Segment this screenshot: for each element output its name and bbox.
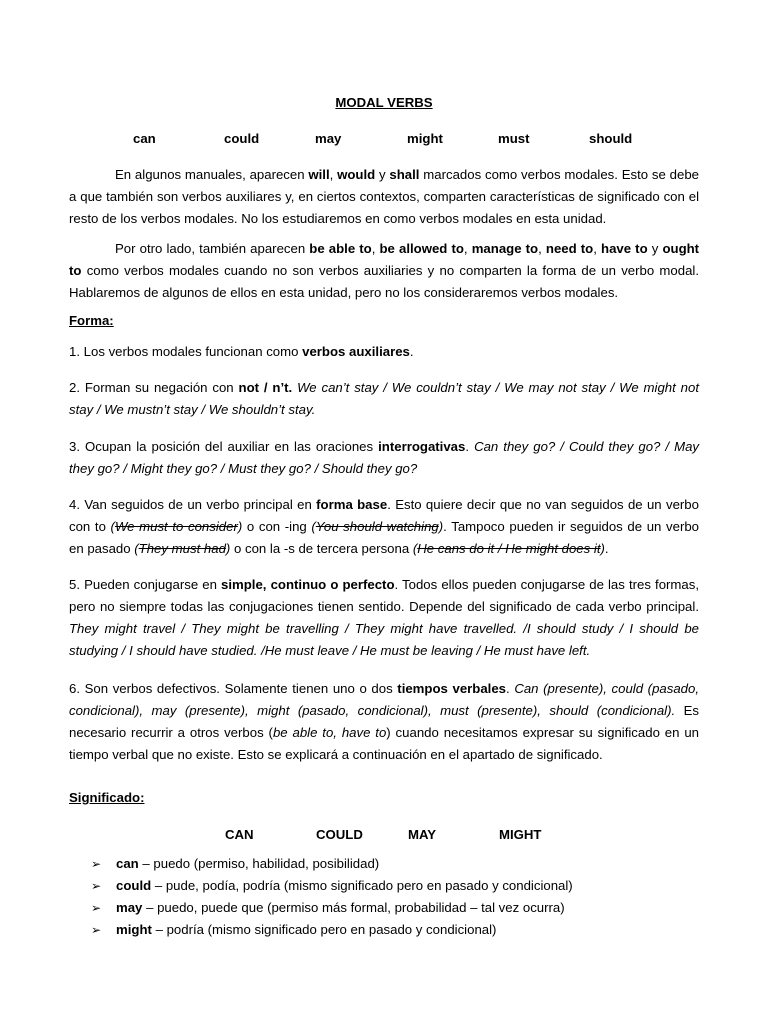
significado-columns <box>69 827 699 845</box>
column-might: MIGHT <box>499 827 542 842</box>
text-run: ( <box>134 541 139 556</box>
text-run: Can (presente), could (pasado, condicional), may (presente), might (pasado, condicional), must (presente), should (condicional). <box>69 681 699 718</box>
modal-verb-could: could <box>224 131 260 146</box>
bullet-term: might <box>116 922 152 937</box>
text-run: They must had <box>138 541 226 556</box>
text-run: o con -ing <box>242 519 312 534</box>
text-run: be able to, have to <box>272 725 387 740</box>
intro-paragraph-1 <box>69 164 699 230</box>
text-run: 4. Van seguidos de un verbo principal en <box>69 497 317 512</box>
text-run: forma base <box>316 497 388 512</box>
modal-verb-might: might <box>407 131 443 146</box>
modal-verbs-list <box>69 131 699 149</box>
text-run: . Esto quiere decir que no van seguidos de un verbo con to <box>69 497 699 534</box>
text-run: Es necesario recurrir a otros verbos ( <box>69 703 699 740</box>
text-run: not / n’t. <box>238 380 293 395</box>
text-run: , <box>371 241 380 256</box>
modal-verb-can: can <box>133 131 156 146</box>
text-run: 6. Son verbos defectivos. Solamente tienen uno o dos <box>69 681 398 696</box>
forma-item-6 <box>69 678 699 766</box>
text-run: . Tampoco pueden ir seguidos de un verbo en pasado <box>69 519 700 556</box>
text-run: y <box>647 241 663 256</box>
modal-verb-may: may <box>315 131 342 146</box>
text-run: interrogativas <box>378 439 466 454</box>
bullet-desc: – puedo, puede que (permiso más formal, probabilidad – tal vez ocurra) <box>142 900 565 915</box>
bullet-desc: – podría (mismo significado pero en pasado y condicional) <box>151 922 497 937</box>
significado-list <box>91 853 701 941</box>
text-run: En algunos manuales, aparecen <box>115 167 309 182</box>
text-run: . <box>409 344 414 359</box>
text-run: 1. Los verbos modales funcionan como <box>69 344 303 359</box>
text-run: o con la -s de tercera persona <box>230 541 413 556</box>
arrow-bullet-icon: ➢ <box>91 901 102 915</box>
text-run: ( <box>412 541 418 556</box>
text-run: Can they go? / Could they go? / May they go? / Might they go? / Must they go? / Should they go? <box>69 439 700 476</box>
text-run: We must to consider <box>114 519 238 534</box>
arrow-bullet-icon: ➢ <box>91 879 102 893</box>
text-run: shall <box>389 167 420 182</box>
modal-verb-should: should <box>589 131 633 146</box>
text-run: be allowed to <box>379 241 464 256</box>
text-run: He cans do it / He might does it <box>417 541 601 556</box>
text-run: Por otro lado, también aparecen <box>115 241 310 256</box>
text-run: ought to <box>69 241 700 278</box>
text-run: ( <box>110 519 115 534</box>
text-run: will <box>308 167 330 182</box>
text-run: ( <box>311 519 316 534</box>
document-title: MODAL VERBS <box>335 95 433 110</box>
significado-heading: Significado: <box>69 790 145 805</box>
forma-item-5 <box>69 574 699 662</box>
text-run: ) <box>600 541 605 556</box>
modal-verb-must: must <box>498 131 530 146</box>
forma-item-1 <box>69 341 699 363</box>
text-run: ) <box>438 519 444 534</box>
bullet-term: could <box>116 878 152 893</box>
text-run: ) <box>225 541 231 556</box>
bullet-term: may <box>116 900 143 915</box>
column-can: CAN <box>225 827 254 842</box>
text-run: 2. Forman su negación con <box>69 380 239 395</box>
arrow-bullet-icon: ➢ <box>91 923 102 937</box>
forma-item-2 <box>69 377 699 421</box>
text-run: , <box>463 241 472 256</box>
forma-item-4 <box>69 494 699 560</box>
text-run: 5. Pueden conjugarse en <box>69 577 222 592</box>
forma-heading: Forma: <box>69 313 114 328</box>
text-run: . <box>465 439 475 454</box>
text-run: ) cuando necesitamos expresar su significado en un tiempo verbal que no existe. Esto se explicará a continuación en el apartado de significado. <box>69 725 699 762</box>
list-item <box>91 853 701 875</box>
list-item <box>91 897 701 919</box>
intro-paragraph-2 <box>69 238 699 304</box>
list-item <box>91 875 701 897</box>
text-run: , <box>329 167 338 182</box>
text-run: We can’t stay / We couldn’t stay / We may not stay / We might not stay / We mustn’t stay / We shouldn’t stay. <box>69 380 699 417</box>
text-run: , <box>538 241 546 256</box>
text-run: . Todos ellos pueden conjugarse de las tres formas, pero no siempre todas las conjugaciones tienen sentido. Depende del significado de cada verbo principal. <box>69 577 700 614</box>
arrow-bullet-icon: ➢ <box>91 857 102 871</box>
bullet-desc: – puedo (permiso, habilidad, posibilidad) <box>138 856 380 871</box>
text-run: would <box>337 167 376 182</box>
text-run: simple, continuo o perfecto <box>221 577 395 592</box>
text-run: ) <box>237 519 243 534</box>
text-run: verbos auxiliares <box>302 344 410 359</box>
text-run: You should watching <box>315 519 439 534</box>
text-run: . <box>604 541 609 556</box>
text-run: , <box>593 241 602 256</box>
text-run: 3. Ocupan la posición del auxiliar en las oraciones <box>69 439 379 454</box>
column-could: COULD <box>316 827 363 842</box>
list-item <box>91 919 701 941</box>
text-run: need to <box>545 241 594 256</box>
text-run: como verbos modales cuando no son verbos auxiliaries y no comparten la forma de un verbo modal. Hablaremos de algunos de ellos en esta unidad, pero no los consideraremos verbos modales. <box>69 263 699 300</box>
text-run: tiempos verbales <box>397 681 507 696</box>
column-may: MAY <box>408 827 437 842</box>
bullet-desc: – pude, podía, podría (mismo significado pero en pasado y condicional) <box>151 878 573 893</box>
forma-item-3 <box>69 436 699 480</box>
text-run: y <box>375 167 390 182</box>
text-run: . <box>506 681 515 696</box>
text-run: be able to <box>309 241 372 256</box>
bullet-term: can <box>116 856 139 871</box>
text-run: manage to <box>471 241 539 256</box>
text-run: have to <box>601 241 648 256</box>
text-run: They might travel / They might be travelling / They might have travelled. /I should study / I should be studying / I should have studied. /He must leave / He must be leaving / He must have left. <box>69 621 699 658</box>
text-run: marcados como verbos modales. Esto se debe a que también son verbos auxiliares y, en ciertos contextos, comparten características de significado con el resto de los verbos modales. No los estudiaremos en como verbos modales en esta unidad. <box>69 167 699 226</box>
